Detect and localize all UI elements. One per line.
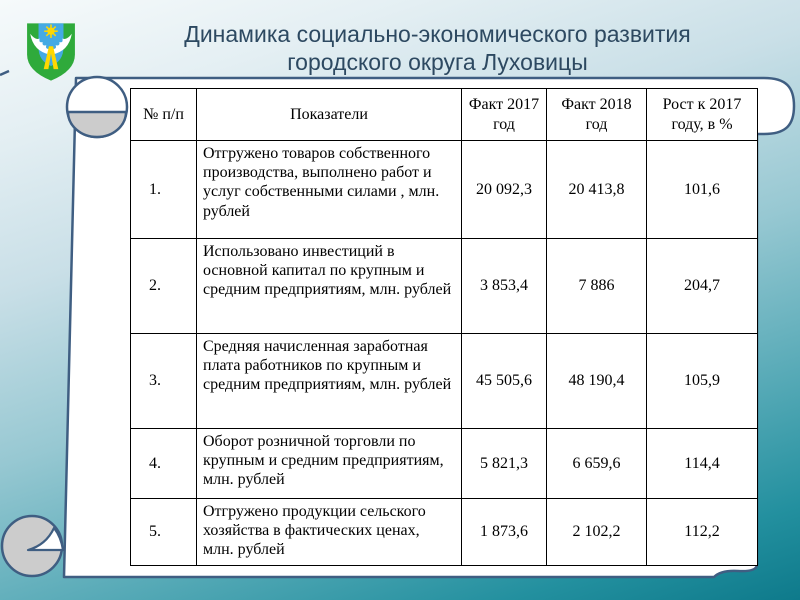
header-indicator: Показатели	[197, 89, 462, 141]
cell-growth: 112,2	[647, 499, 758, 566]
header-fact-2017: Факт 2017 год	[462, 89, 547, 141]
cell-growth: 114,4	[647, 429, 758, 499]
cell-num: 1.	[131, 141, 197, 239]
slide-title-line2: городского округа Луховицы	[287, 49, 588, 75]
header-num: № п/п	[131, 89, 197, 141]
cell-fact-2018: 7 886	[547, 239, 647, 334]
table-row	[131, 141, 758, 239]
indicators-table	[130, 88, 758, 566]
table-row	[131, 429, 758, 499]
table-row	[131, 334, 758, 429]
cell-fact-2017: 45 505,6	[462, 334, 547, 429]
table-row	[131, 499, 758, 566]
cell-indicator: Отгружено товаров собственного производства, выполнено работ и услуг собственными силами , млн. рублей	[197, 141, 462, 239]
slide-title-line1: Динамика социально-экономического развития	[184, 21, 691, 47]
cell-indicator: Оборот розничной торговли по крупным и средним предприятиям, млн. рублей	[197, 429, 462, 499]
header-fact-2018: Факт 2018 год	[547, 89, 647, 141]
cell-num: 5.	[131, 499, 197, 566]
cell-indicator: Средняя начисленная заработная плата работников по крупным и средним предприятиям, млн. рублей	[197, 334, 462, 429]
cell-num: 4.	[131, 429, 197, 499]
cell-fact-2018: 20 413,8	[547, 141, 647, 239]
cell-indicator: Отгружено продукции сельского хозяйства в фактических ценах, млн. рублей	[197, 499, 462, 566]
cell-num: 2.	[131, 239, 197, 334]
indicators-table-container	[130, 88, 758, 566]
cell-fact-2018: 6 659,6	[547, 429, 647, 499]
cell-fact-2017: 20 092,3	[462, 141, 547, 239]
table-header-row	[131, 89, 758, 141]
cell-growth: 101,6	[647, 141, 758, 239]
cell-growth: 105,9	[647, 334, 758, 429]
cell-fact-2017: 3 853,4	[462, 239, 547, 334]
cell-fact-2017: 5 821,3	[462, 429, 547, 499]
cell-num: 3.	[131, 334, 197, 429]
cell-fact-2018: 2 102,2	[547, 499, 647, 566]
table-row	[131, 239, 758, 334]
cell-fact-2017: 1 873,6	[462, 499, 547, 566]
header-growth: Рост к 2017 году, в %	[647, 89, 758, 141]
cell-growth: 204,7	[647, 239, 758, 334]
cell-fact-2018: 48 190,4	[547, 334, 647, 429]
cell-indicator: Использовано инвестиций в основной капитал по крупным и средним предприятиям, млн. рублей	[197, 239, 462, 334]
